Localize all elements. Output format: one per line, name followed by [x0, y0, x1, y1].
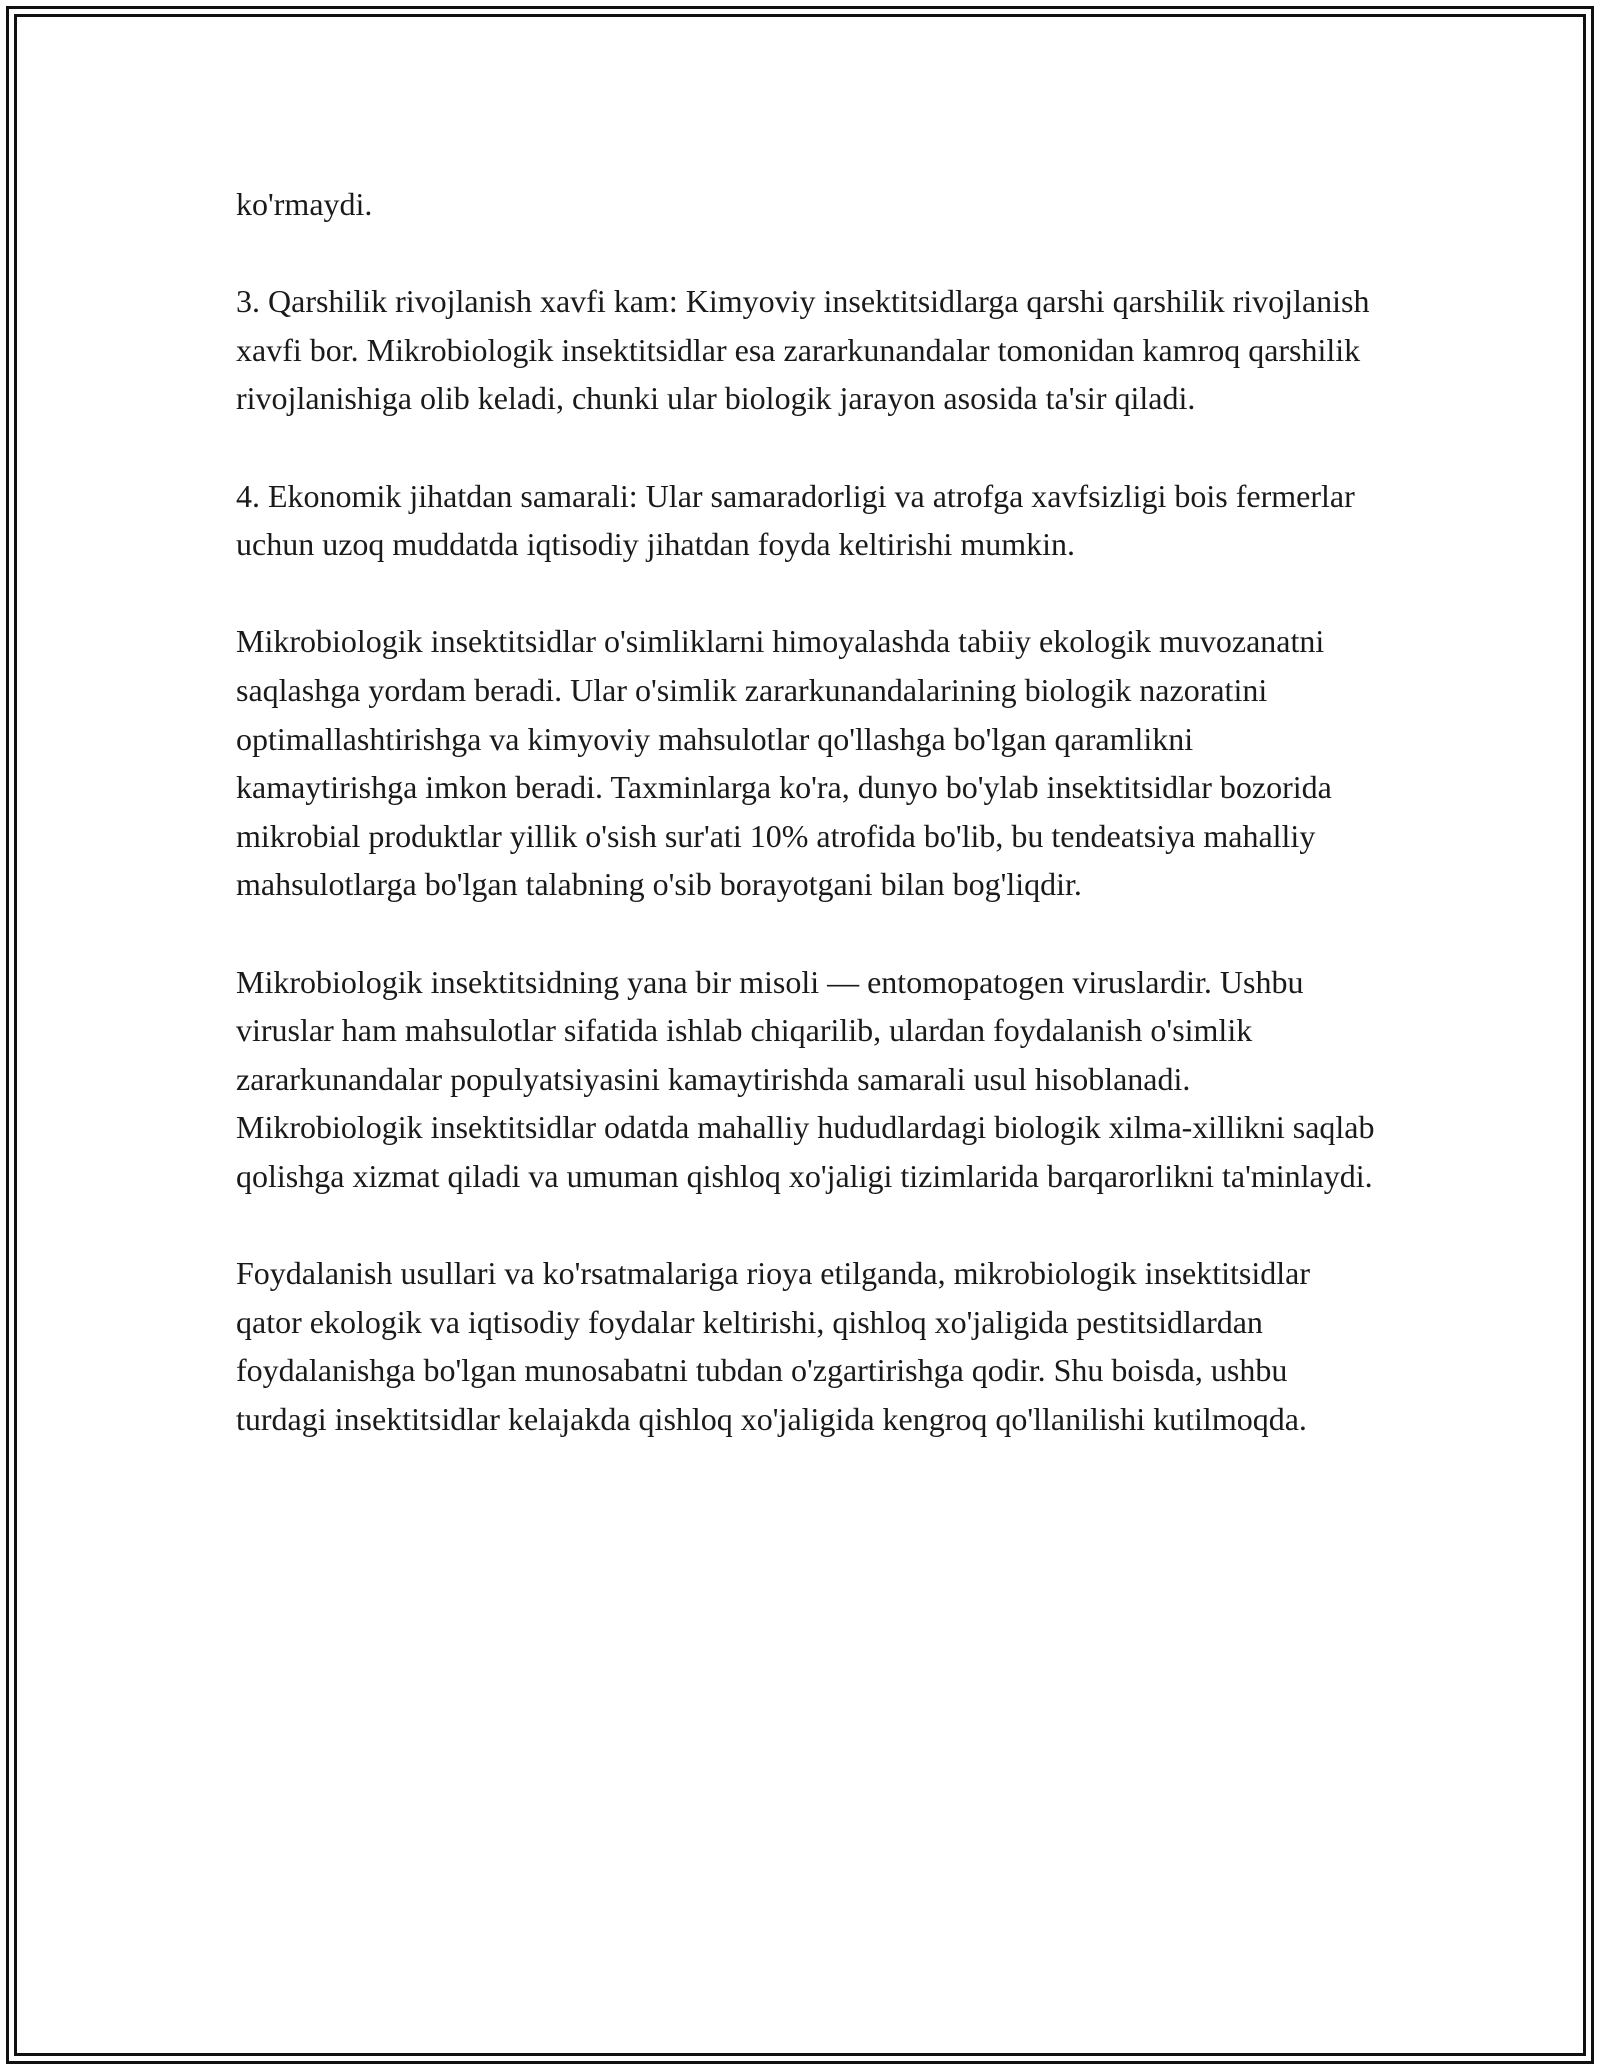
document-body: [236, 180, 1376, 1443]
paragraph-point-4: 4. Ekonomik jihatdan samarali: Ular samaradorligi va atrofga xavfsizligi bois fermerlar uchun uzoq muddatda iqtisodiy jihatdan foyda keltirishi mumkin.: [236, 477, 1355, 563]
paragraph-conclusion: Foydalanish usullari va ko'rsatmalariga rioya etilganda, mikrobiologik insektitsidlar qator ekologik va iqtisodiy foydalar keltirishi, qishloq xo'jaligida pestitsidlardan foydalanishga bo'lgan munosabatni tubdan o'zgartirishga qodir. Shu boisda, ushbu turdagi insektitsidlar kelajakda qishloq xo'jaligida kengroq qo'llanilishi kutilmoqda.: [236, 1255, 1310, 1437]
paragraph-entomopathogenic-viruses: Mikrobiologik insektitsidning yana bir misoli — entomopatogen viruslardir. Ushbu viruslar ham mahsulotlar sifatida ishlab chiqarilib, ulardan foydalanish o'simlik zararkunandalar populyatsiyasini kamaytirishda samarali usul hisoblanadi. Mikrobiologik insektitsidlar odatda mahalliy hududlardagi biologik xilma-xillikni saqlab qolishga xizmat qiladi va umuman qishloq xo'jaligi tizimlarida barqarorlikni ta'minlaydi.: [236, 963, 1375, 1194]
paragraph-point-3: 3. Qarshilik rivojlanish xavfi kam: Kimyoviy insektitsidlarga qarshi qarshilik rivojlanish xavfi bor. Mikrobiologik insektitsidlar esa zararkunandalar tomonidan kamroq qarshilik rivojlanishiga olib keladi, chunki ular biologik jarayon asosida ta'sir qiladi.: [236, 283, 1370, 417]
paragraph-continuation: ko'rmaydi.: [236, 186, 373, 222]
paragraph-ecological-balance: Mikrobiologik insektitsidlar o'simliklarni himoyalashda tabiiy ekologik muvozanatni saqlashga yordam beradi. Ular o'simlik zararkunandalarining biologik nazoratini optimallashtirishga va kimyoviy mahsulotlar qo'llashga bo'lgan qaramlikni kamaytirishga imkon beradi. Taxminlarga ko'ra, dunyo bo'ylab insektitsidlar bozorida mikrobial produktlar yillik o'sish sur'ati 10% atrofida bo'lib, bu tendeatsiya mahalliy mahsulotlarga bo'lgan talabning o'sib borayotgani bilan bog'liqdir.: [236, 623, 1332, 903]
